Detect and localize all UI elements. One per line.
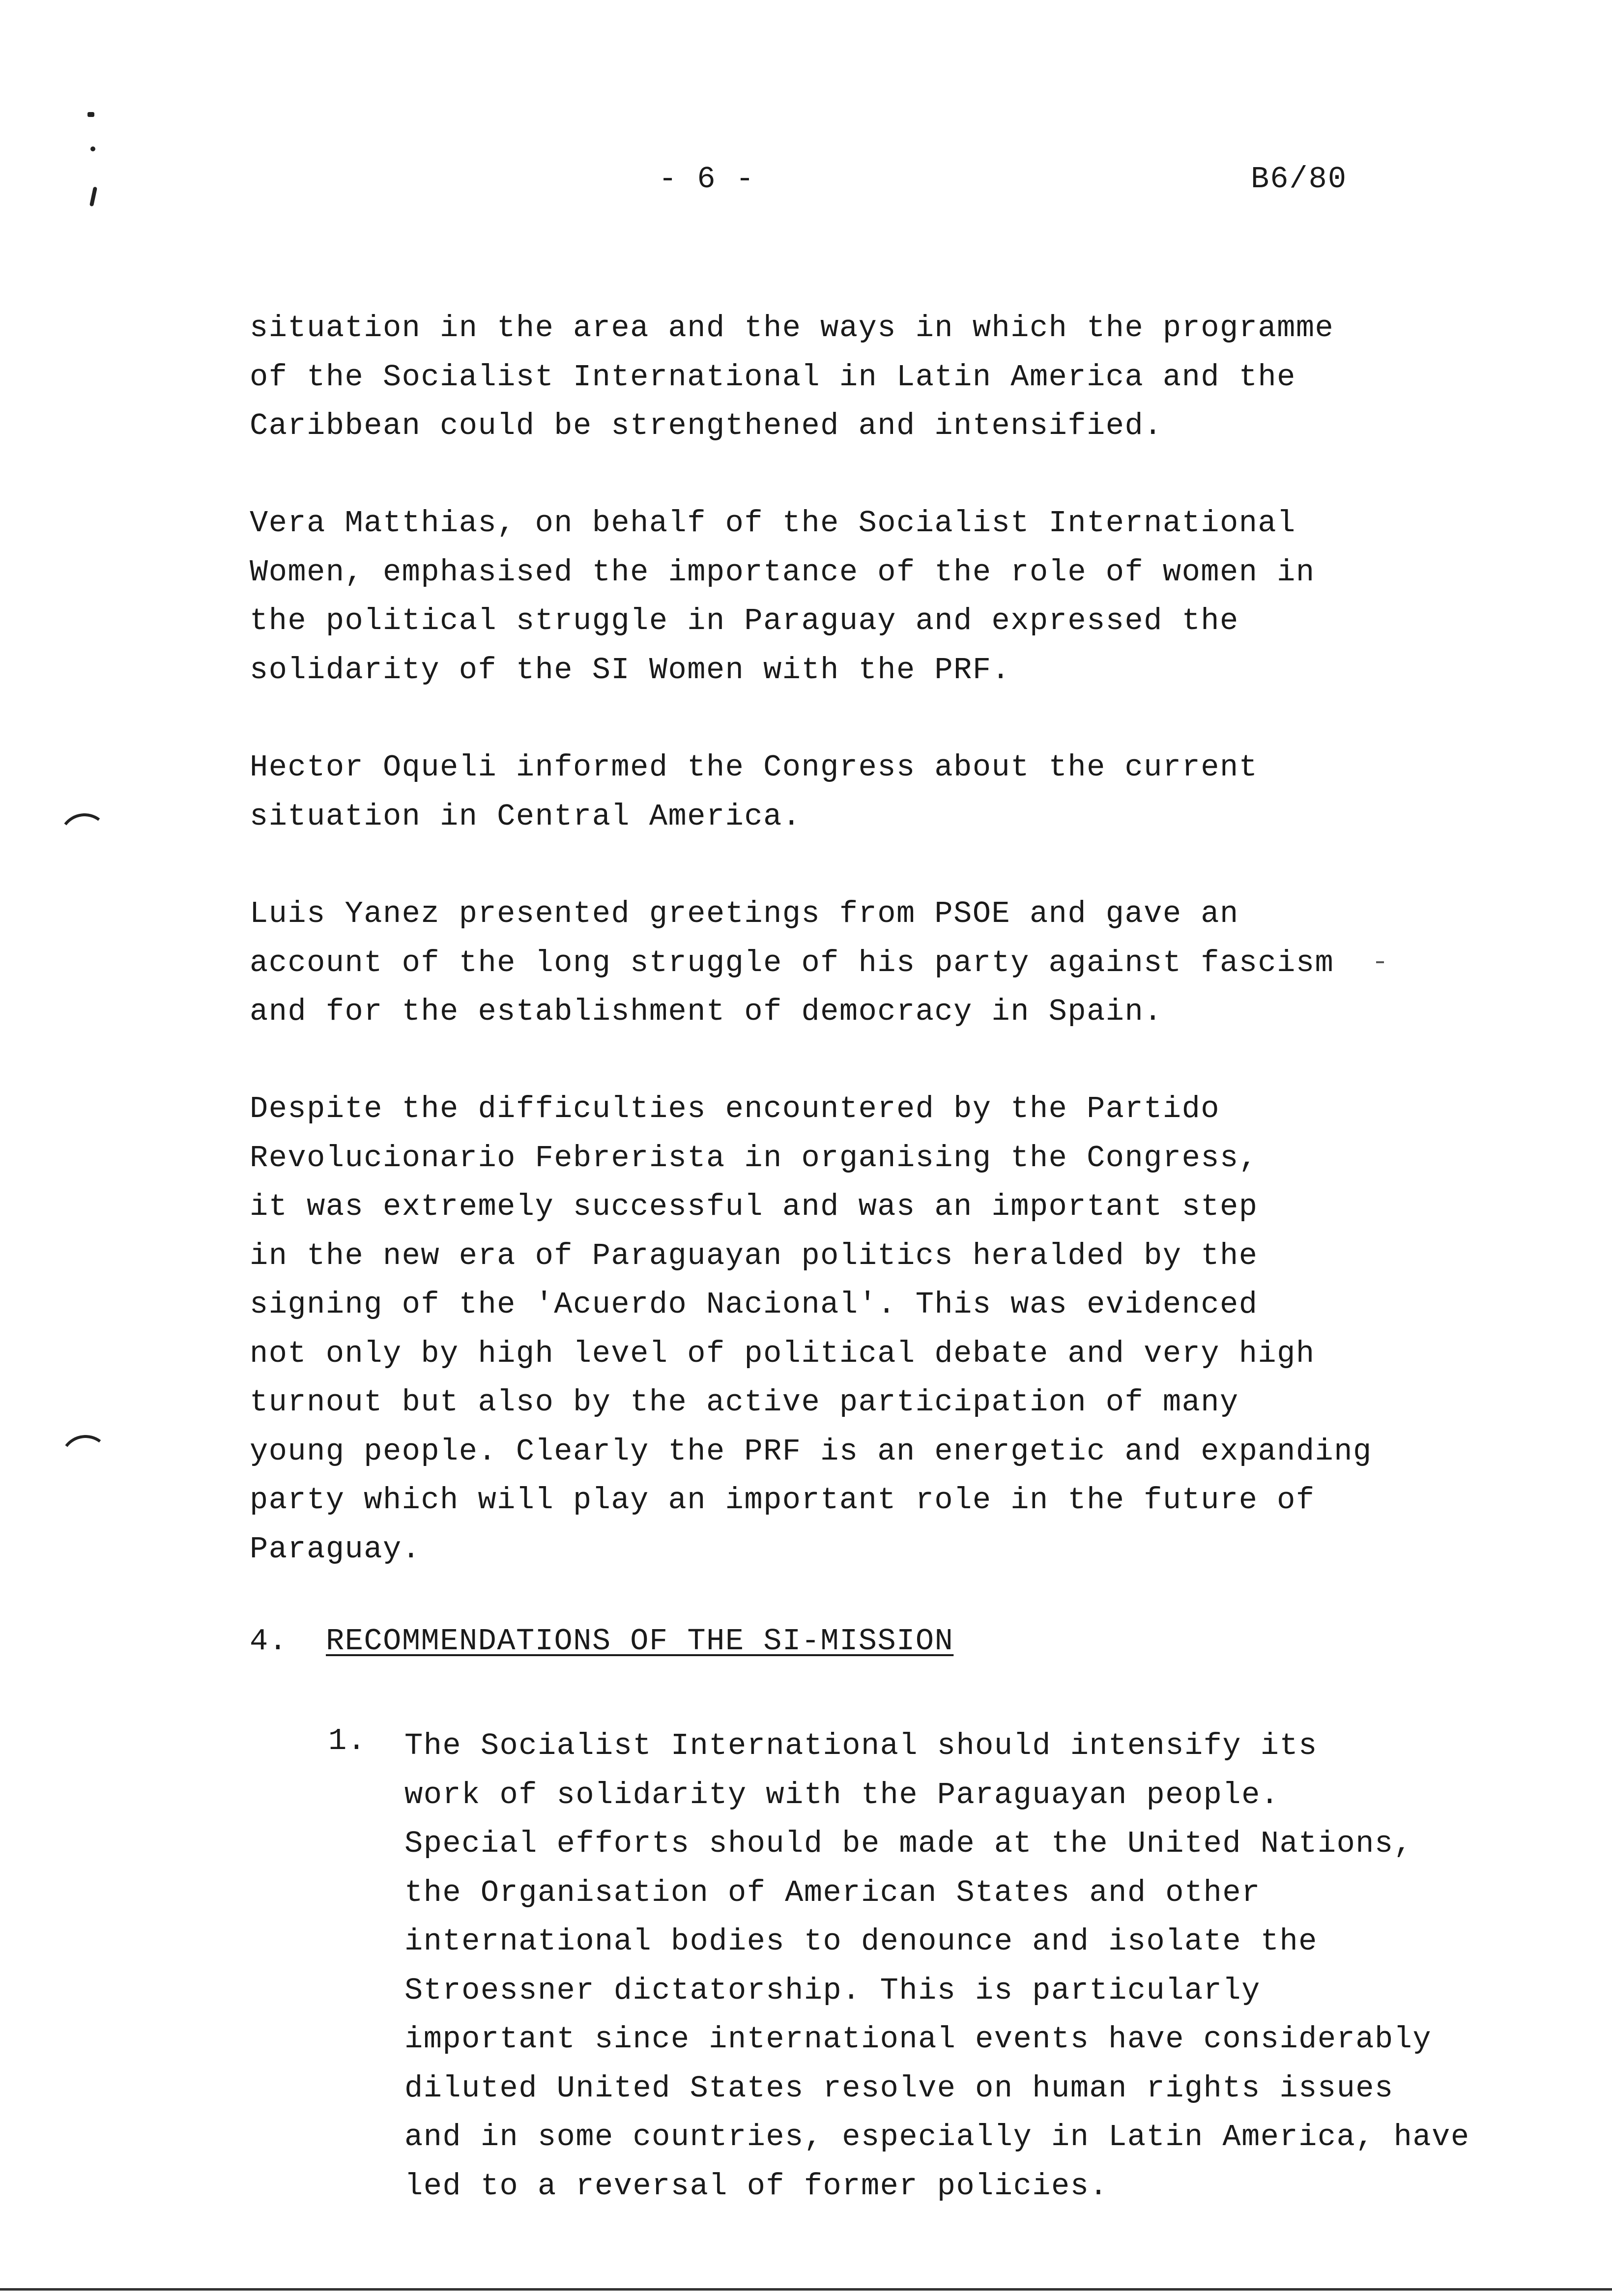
text-line: signing of the 'Acuerdo Nacional'. This was evidenced: [250, 1287, 1258, 1322]
text-line: and for the establishment of democracy in Spain.: [250, 994, 1163, 1029]
section-title: RECOMMENDATIONS OF THE SI-MISSION: [326, 1624, 954, 1659]
text-line: of the Socialist International in Latin America and the: [250, 359, 1296, 395]
scan-mark: [1376, 961, 1384, 963]
text-line: party which will play an important role in the future of: [250, 1483, 1315, 1518]
text-line: account of the long struggle of his party against fascism: [250, 945, 1334, 980]
text-line: The Socialist International should intensify its: [404, 1728, 1318, 1763]
paragraph: [250, 1085, 1372, 1574]
section-heading: [250, 1622, 953, 1661]
scan-mark: [89, 187, 97, 207]
scan-mark: [87, 112, 94, 117]
paragraph: [250, 304, 1334, 451]
text-line: Luis Yanez presented greetings from PSOE and gave an: [250, 896, 1239, 931]
text-line: the Organisation of American States and other: [404, 1875, 1261, 1910]
text-line: Stroessner dictatorship. This is particularly: [404, 1973, 1261, 2008]
text-line: Hector Oqueli informed the Congress about the current: [250, 750, 1258, 785]
document-reference: B6/80: [1251, 162, 1348, 197]
text-line: situation in Central America.: [250, 799, 802, 834]
text-line: Women, emphasised the importance of the role of women in: [250, 554, 1315, 590]
text-line: turnout but also by the active participation of many: [250, 1385, 1239, 1420]
paragraph: [250, 890, 1334, 1036]
paragraph: [250, 499, 1315, 694]
section-number: 4.: [250, 1624, 288, 1659]
recommendation-number: 1.: [328, 1723, 367, 1758]
text-line: the political struggle in Paraguay and expressed the: [250, 603, 1239, 638]
text-line: solidarity of the SI Women with the PRF.: [250, 652, 1011, 688]
text-line: situation in the area and the ways in which the programme: [250, 311, 1334, 345]
punch-hole-mark: [56, 810, 113, 867]
text-line: Caribbean could be strengthened and intensified.: [250, 408, 1163, 443]
text-line: Vera Matthias, on behalf of the Socialist International: [250, 506, 1296, 541]
text-line: Revolucionario Febrerista in organising the Congress,: [250, 1140, 1258, 1176]
text-line: Paraguay.: [250, 1531, 421, 1567]
text-line: not only by high level of political debate and very high: [250, 1336, 1315, 1371]
text-line: Special efforts should be made at the United Nations,: [404, 1826, 1413, 1861]
text-line: young people. Clearly the PRF is an energetic and expanding: [250, 1434, 1372, 1469]
scan-mark: [90, 146, 95, 151]
text-line: led to a reversal of former policies.: [404, 2168, 1109, 2204]
text-line: Despite the difficulties encountered by the Partido: [250, 1091, 1220, 1126]
text-line: it was extremely successful and was an important step: [250, 1189, 1258, 1224]
text-line: and in some countries, especially in Latin America, have: [404, 2120, 1470, 2154]
text-line: in the new era of Paraguayan politics heralded by the: [250, 1238, 1258, 1273]
recommendation-item: [404, 1722, 1470, 2210]
punch-hole-mark: [57, 1432, 114, 1489]
text-line: international bodies to denounce and isolate the: [404, 1924, 1318, 1959]
page-number: - 6 -: [659, 162, 755, 197]
page-bottom-rule: [0, 2288, 1612, 2291]
text-line: work of solidarity with the Paraguayan people.: [404, 1777, 1280, 1812]
text-line: diluted United States resolve on human rights issues: [404, 2070, 1394, 2106]
paragraph: [250, 743, 1258, 841]
text-line: important since international events have considerably: [404, 2022, 1432, 2057]
